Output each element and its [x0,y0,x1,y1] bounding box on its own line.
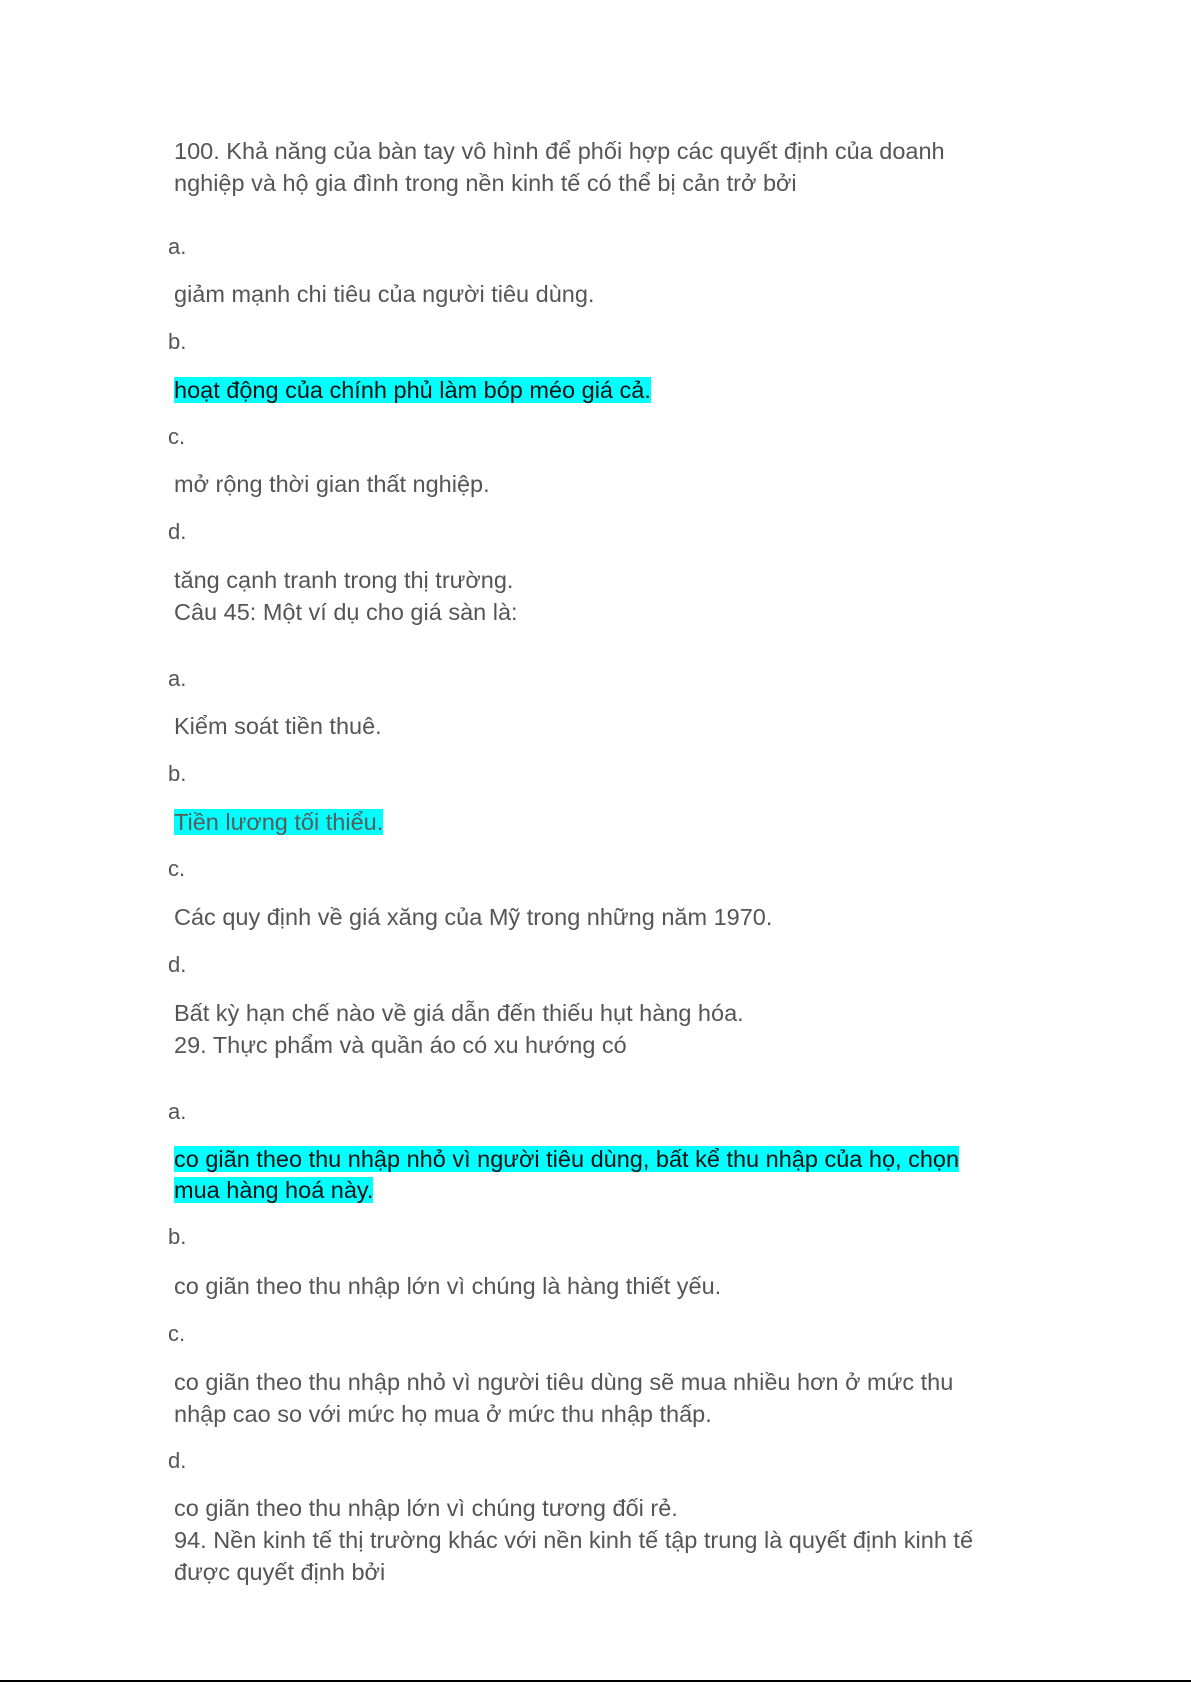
option-text: nhập cao so với mức họ mua ở mức thu nhập thấp. [174,1401,712,1427]
option-text: mở rộng thời gian thất nghiệp. [174,471,490,497]
option-text: Kiểm soát tiền thuê. [174,713,382,739]
option-letter: a. [168,1099,187,1124]
answer-highlight: mua hàng hoá này. [174,1177,374,1203]
option-text-highlighted [174,806,383,838]
option-text: Bất kỳ hạn chế nào về giá dẫn đến thiếu hụt hàng hóa. [174,1000,744,1026]
option-text-highlighted [174,1174,373,1206]
option-letter: b. [168,761,187,786]
answer-highlight: co giãn theo thu nhập nhỏ vì người tiêu dùng, bất kể thu nhập của họ, chọn [174,1146,960,1172]
option-letter: d. [168,519,187,544]
option-text: co giãn theo thu nhập lớn vì chúng là hàng thiết yếu. [174,1273,722,1299]
question-94-stem-line-1: 94. Nền kinh tế thị trường khác với nền kinh tế tập trung là quyết định kinh tế [174,1527,974,1553]
question-94-stem-line-2: được quyết định bởi [174,1559,386,1585]
option-text: Các quy định về giá xăng của Mỹ trong những năm 1970. [174,904,773,930]
option-text-highlighted [174,1143,959,1175]
question-100-stem-line-2: nghiệp và hộ gia đình trong nền kinh tế có thể bị cản trở bởi [174,170,797,196]
question-100-stem-line-1: 100. Khả năng của bàn tay vô hình để phối hợp các quyết định của doanh [174,138,945,164]
option-text-highlighted [174,374,651,406]
option-letter: d. [168,952,187,977]
option-letter: a. [168,234,187,259]
question-29-stem: 29. Thực phẩm và quần áo có xu hướng có [174,1032,627,1058]
option-text: co giãn theo thu nhập nhỏ vì người tiêu dùng sẽ mua nhiều hơn ở mức thu [174,1369,954,1395]
answer-highlight: hoạt động của chính phủ làm bóp méo giá cả. [174,377,651,403]
option-letter: c. [168,856,186,881]
option-letter: d. [168,1448,187,1473]
option-letter: a. [168,666,187,691]
question-45-stem: Câu 45: Một ví dụ cho giá sàn là: [174,599,518,625]
option-letter: c. [168,424,186,449]
option-text: tăng cạnh tranh trong thị trường. [174,567,514,593]
option-letter: c. [168,1321,186,1346]
option-letter: b. [168,1224,187,1249]
option-letter: b. [168,329,187,354]
option-text: giảm mạnh chi tiêu của người tiêu dùng. [174,281,595,307]
answer-highlight: Tiền lương tối thiểu. [174,809,384,835]
page-bottom-rule [0,1680,1191,1682]
option-text: co giãn theo thu nhập lớn vì chúng tương đối rẻ. [174,1495,678,1521]
